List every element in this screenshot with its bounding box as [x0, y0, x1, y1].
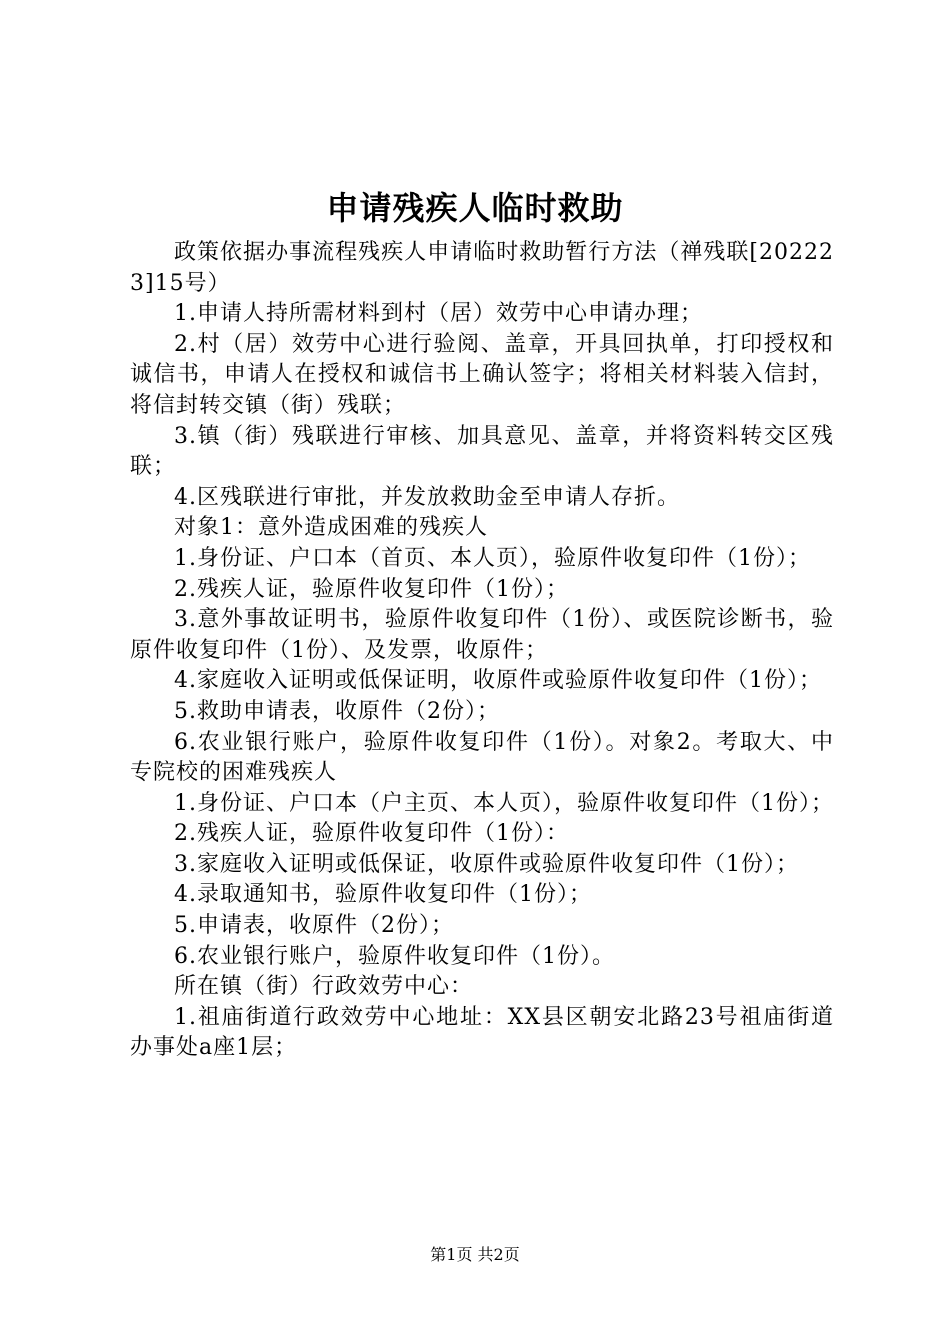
paragraph-target-2-item-3: 3.家庭收入证明或低保证，收原件或验原件收复印件（1份）； — [174, 851, 799, 877]
paragraph-step-3: 3.镇（街）残联进行审核、加具意见、盖章，并将资料转交区残联； — [130, 423, 834, 480]
paragraph-target-1-item-1: 1.身份证、户口本（首页、本人页），验原件收复印件（1份）； — [174, 545, 811, 571]
paragraph-target-1-item-2: 2.残疾人证，验原件收复印件（1份）； — [174, 576, 569, 602]
paragraph-target-2-item-4: 4.录取通知书，验原件收复印件（1份）； — [174, 882, 592, 908]
document-title: 申请残疾人临时救助 — [326, 189, 624, 227]
paragraph-target-1-item-3: 3.意外事故证明书，验原件收复印件（1份）、或医院诊断书，验原件收复印件（1份）、及发票，收原件； — [130, 607, 834, 663]
paragraph-target-2-item-2: 2.残疾人证，验原件收复印件（1份）： — [174, 821, 569, 847]
document-body — [130, 238, 834, 1064]
page-number-footer: 第1页 共2页 — [430, 1245, 520, 1264]
paragraph-service-center-heading: 所在镇（街）行政效劳中心： — [174, 974, 474, 1000]
paragraph-step-2: 2.村（居）效劳中心进行验阅、盖章，开具回执单，打印授权和诚信书，申请人在授权和诚信书上确认签字；将相关材料装入信封，将信封转交镇（街）残联； — [130, 331, 834, 418]
paragraph-policy-basis: 政策依据办事流程残疾人申请临时救助暂行方法（禅残联[202223]15号） — [130, 240, 834, 296]
paragraph-target-1-item-6: 6.农业银行账户，验原件收复印件（1份）。对象2。考取大、中专院校的困难残疾人 — [130, 729, 834, 786]
paragraph-target-1-item-5: 5.救助申请表，收原件（2份）； — [174, 698, 500, 724]
paragraph-target-2-item-1: 1.身份证、户口本（户主页、本人页），验原件收复印件（1份）； — [174, 790, 834, 816]
paragraph-target-1-item-4: 4.家庭收入证明或低保证明，收原件或验原件收复印件（1份）； — [174, 668, 822, 694]
paragraph-step-4: 4.区残联进行审批，并发放救助金至申请人存折。 — [174, 484, 680, 510]
paragraph-target-2-item-6: 6.农业银行账户，验原件收复印件（1份）。 — [174, 943, 615, 969]
paragraph-step-1: 1.申请人持所需材料到村（居）效劳中心申请办理； — [174, 301, 703, 327]
paragraph-target-1-heading: 对象1：意外造成困难的残疾人 — [174, 515, 488, 541]
paragraph-target-2-item-5: 5.申请表，收原件（2份）； — [174, 913, 454, 939]
paragraph-service-center-1: 1.祖庙街道行政效劳中心地址：XX县区朝安北路23号祖庙街道办事处a座1层； — [130, 1004, 834, 1061]
